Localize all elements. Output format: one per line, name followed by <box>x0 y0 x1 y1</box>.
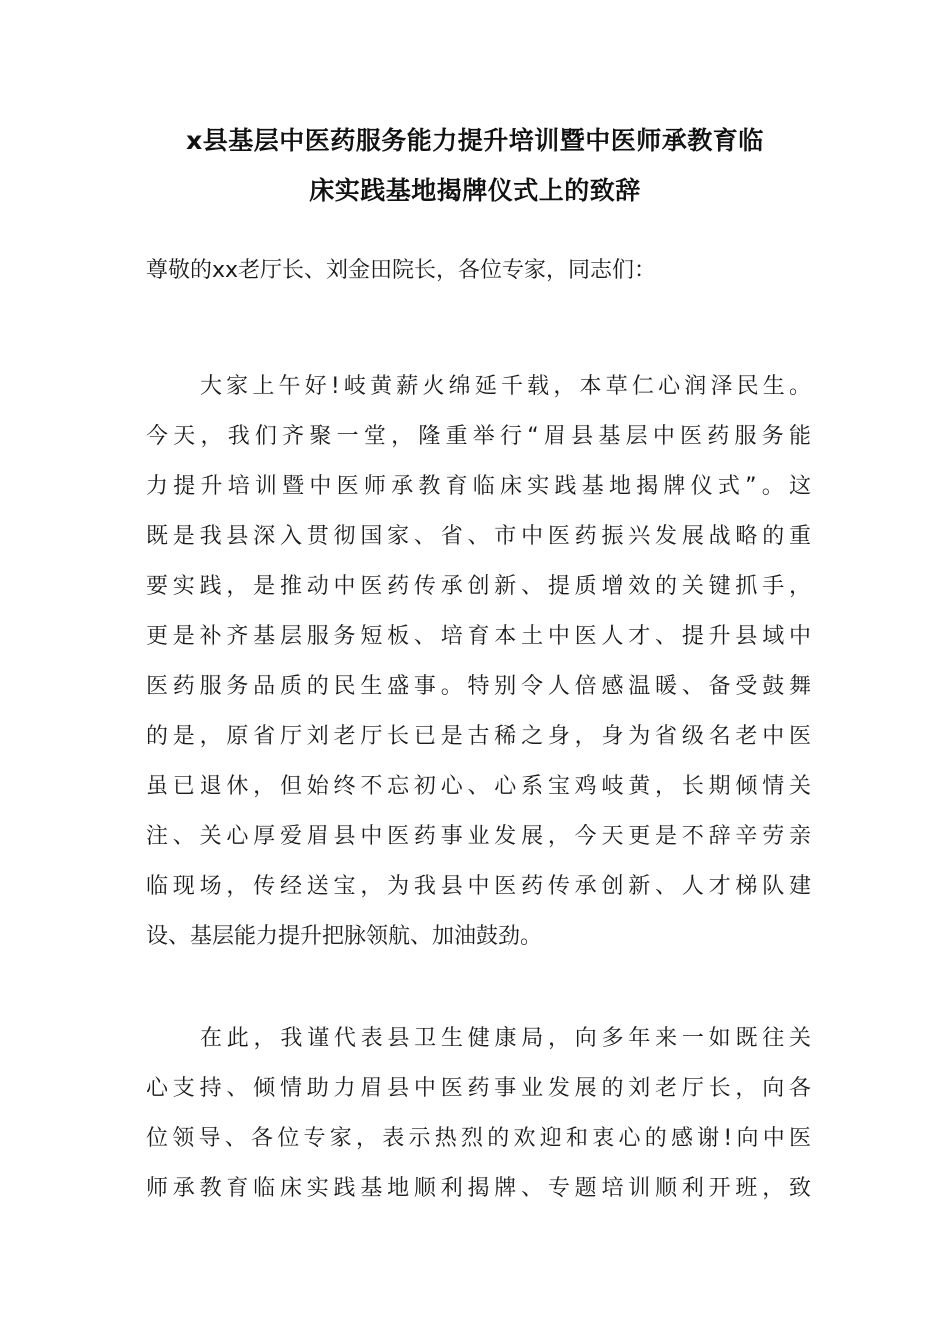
paragraph-line: 注、关心厚爱眉县中医药事业发展，今天更是不辞辛劳亲 <box>146 824 811 849</box>
paragraph-line: 力提升培训暨中医师承教育临床实践基地揭牌仪式”。这 <box>146 474 811 499</box>
paragraph-line: 更是补齐基层服务短板、培育本土中医人才、提升县域中 <box>146 624 811 649</box>
paragraph-2 <box>146 1014 811 1214</box>
paragraph-line: 在此，我谨代表县卫生健康局，向多年来一如既往关 <box>200 1026 811 1051</box>
document-title <box>140 116 810 216</box>
paragraph-line: 要实践，是推动中医药传承创新、提质增效的关键抓手， <box>146 574 811 599</box>
paragraph-line: 大家上午好!岐黄薪火绵延千载，本草仁心润泽民生。 <box>200 374 811 399</box>
paragraph-line: 位领导、各位专家，表示热烈的欢迎和衷心的感谢!向中医 <box>146 1126 811 1151</box>
paragraph-line: 虽已退休，但始终不忘初心、心系宝鸡岐黄，长期倾情关 <box>146 774 811 799</box>
paragraph-line: 的是，原省厅刘老厅长已是古稀之身，身为省级名老中医 <box>146 724 811 749</box>
paragraph-line: 医药服务品质的民生盛事。特别令人倍感温暖、备受鼓舞 <box>146 674 811 699</box>
salutation: 尊敬的xx老厅长、刘金田院长，各位专家，同志们： <box>146 258 657 283</box>
paragraph-line: 临现场，传经送宝，为我县中医药传承创新、人才梯队建 <box>146 874 811 899</box>
paragraph-line: 心支持、倾情助力眉县中医药事业发展的刘老厅长，向各 <box>146 1076 811 1101</box>
paragraph-line: 既是我县深入贯彻国家、省、市中医药振兴发展战略的重 <box>146 524 811 549</box>
paragraph-line: 今天，我们齐聚一堂，隆重举行“眉县基层中医药服务能 <box>146 424 811 449</box>
paragraph-1 <box>146 362 811 962</box>
title-line-1: x县基层中医药服务能力提升培训暨中医师承教育临 <box>186 126 764 155</box>
paragraph-line: 设、基层能力提升把脉领航、加油鼓劲。 <box>146 924 543 949</box>
paragraph-line: 师承教育临床实践基地顺利揭牌、专题培训顺利开班，致 <box>146 1176 811 1201</box>
title-line-2: 床实践基地揭牌仪式上的致辞 <box>309 176 641 205</box>
